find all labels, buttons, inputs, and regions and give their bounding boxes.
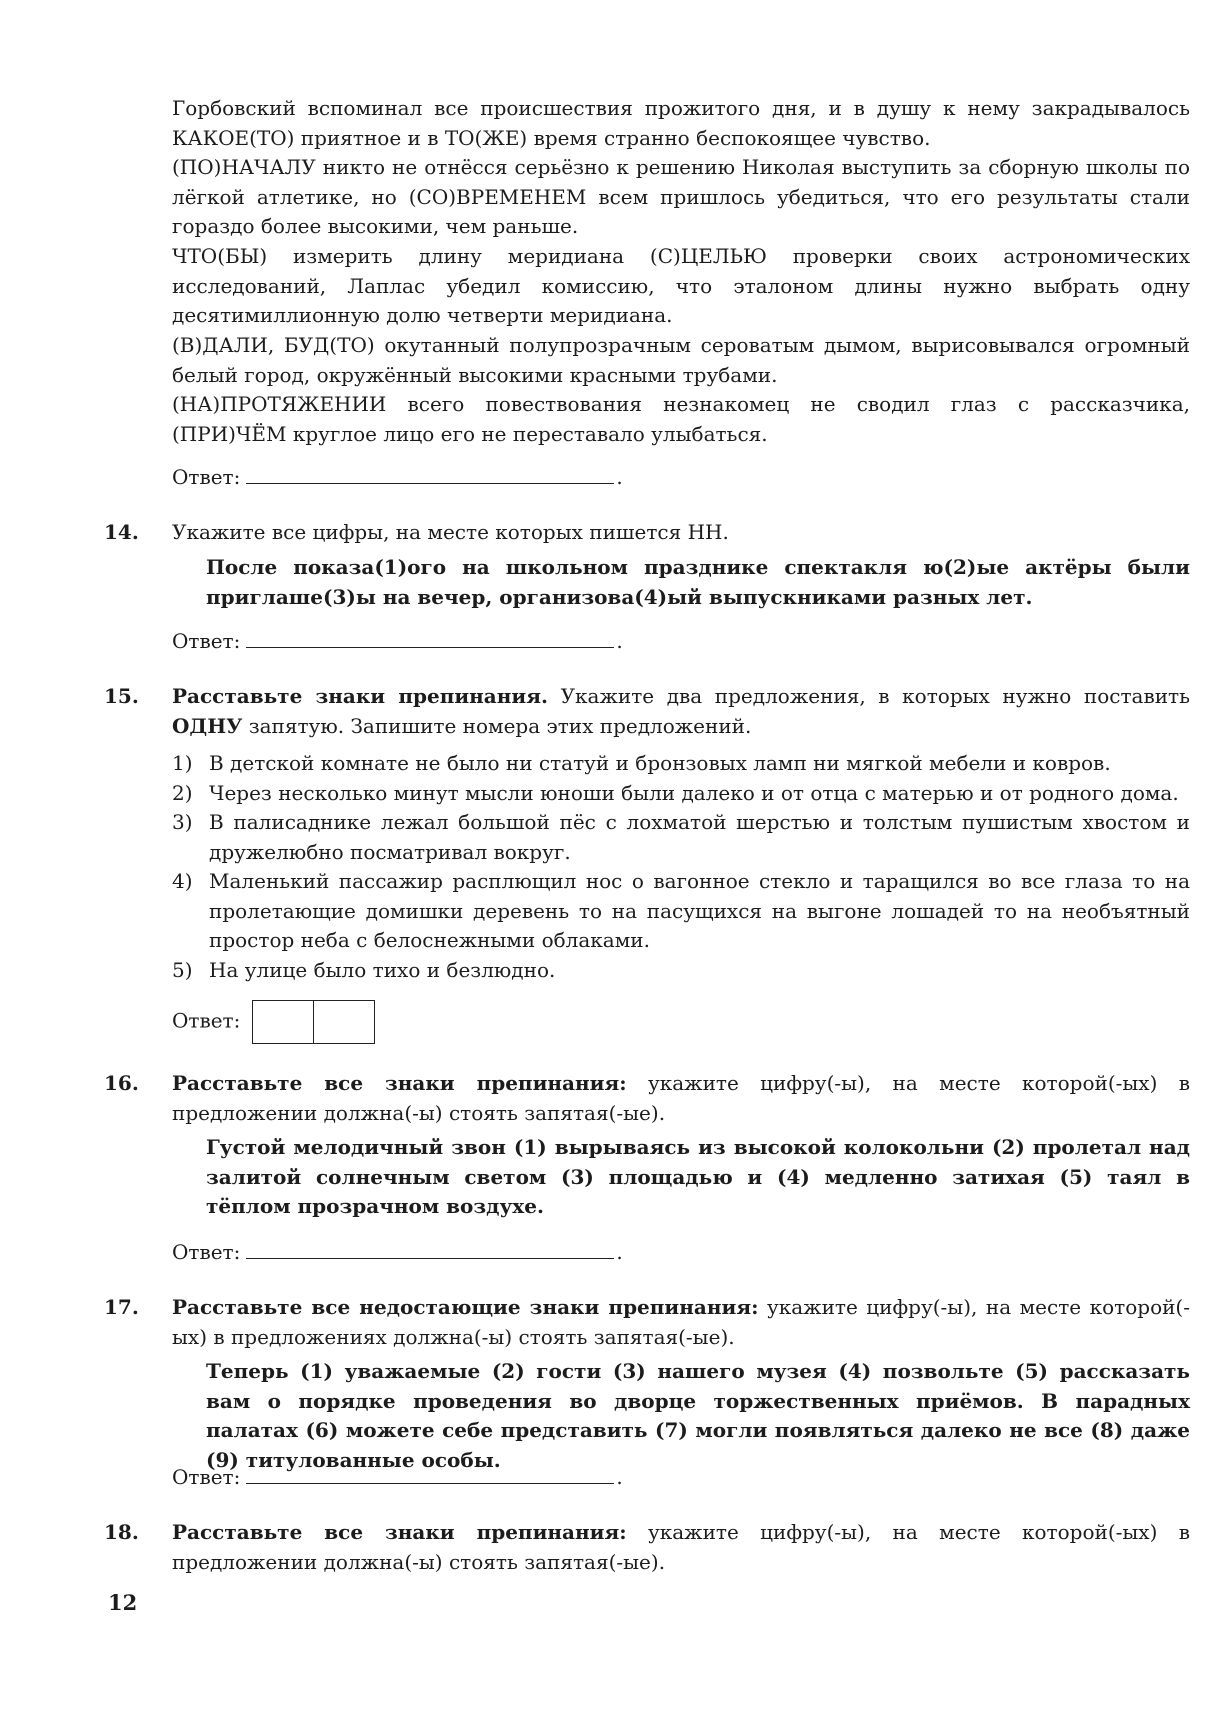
answer-line-13: Ответ: . [172,465,623,489]
answer-label: Ответ: [172,1240,241,1264]
options-list [172,749,1190,985]
answer-field[interactable] [246,627,614,648]
question-number: 16. [104,1071,139,1095]
answer-line-17: Ответ: . [172,1465,623,1489]
question-prompt: Расставьте все недостающие знаки препинания: укажите цифру(-ы), на месте которой(-ых) в предложениях должна(-ы) стоять запятая(-ые). [172,1295,1190,1349]
answer-field[interactable] [246,1238,614,1259]
list-item: 3) В палисаднике лежал большой пёс с лохматой шерстью и толстым пушистым хвостом и дружелюбно посматривал вокруг. [172,810,1190,864]
answer-cell[interactable] [314,1000,375,1044]
answer-line-14: Ответ: . [172,629,623,653]
question-number: 17. [104,1295,139,1319]
answer-label: Ответ: [172,1465,241,1489]
question-number: 18. [104,1520,139,1544]
task-sentence: Теперь (1) уважаемые (2) гости (3) нашего музея (4) позвольте (5) рассказать вам о порядке проведения во дворце торжественных приёмов. В парадных палатах (6) можете себе представить (7) могли появляться далеко не все (8) даже (9) титулованные особы. [206,1359,1190,1472]
answer-label: Ответ: [172,629,241,653]
answer-cell[interactable] [252,1000,314,1044]
sentence-5: (НА)ПРОТЯЖЕНИИ всего повествования незнакомец не сводил глаз с рассказчика, (ПРИ)ЧЁМ круглое лицо его не переставало улыбаться. [172,392,1190,446]
question-number: 14. [104,520,139,544]
list-item: 2) Через несколько минут мысли юноши были далеко и от отца с матерью и от родного дома. [172,780,1179,805]
task-sentence: После показа(1)ого на школьном празднике спектакля ю(2)ые актёры были приглаше(3)ы на вечер, организова(4)ый выпускниками разных лет. [206,555,1190,609]
question-number: 15. [104,684,139,708]
answer-field[interactable] [246,463,614,484]
sentence-1: Горбовский вспоминал все происшествия прожитого дня, и в душу к нему закрадывалось КАКОЕ(ТО) приятное и в ТО(ЖЕ) время странно беспокоящее чувство. [172,96,1190,150]
answer-field[interactable] [246,1463,614,1484]
answer-label: Ответ: [172,465,241,489]
sentence-2: (ПО)НАЧАЛУ никто не отнёсся серьёзно к решению Николая выступить за сборную школы по лёгкой атлетике, но (СО)ВРЕМЕНЕМ всем пришлось убедиться, что его результаты стали гораздо более высокими, чем раньше. [172,155,1190,238]
answer-line-16: Ответ: . [172,1240,623,1264]
page-number: 12 [108,1590,138,1615]
list-item: 1) В детской комнате не было ни статуй и бронзовых ламп ни мягкой мебели и ковров. [172,751,1111,775]
answer-line-15 [172,1000,375,1044]
question-prompt: Расставьте знаки препинания. Укажите два предложения, в которых нужно поставить ОДНУ запятую. Запишите номера этих предложений. [172,684,1190,738]
question-prompt: Укажите все цифры, на месте которых пишется НН. [172,520,729,544]
task-sentence: Густой мелодичный звон (1) вырываясь из высокой колокольни (2) пролетал над залитой солнечным светом (3) площадью и (4) медленно затихая (5) таял в тёплом прозрачном воздухе. [206,1135,1190,1218]
answer-cells[interactable] [252,1000,375,1044]
list-item: 4) Маленький пассажир расплющил нос о вагонное стекло и таращился во все глаза то на пролетающие домишки деревень то на пасущихся на выгоне лошадей то на необъятный простор неба с белоснежными облаками. [172,869,1190,952]
sentence-3: ЧТО(БЫ) измерить длину меридиана (С)ЦЕЛЬЮ проверки своих астрономических исследований, Лаплас убедил комиссию, что эталоном длины нужно выбрать одну десятимиллионную долю четверти меридиана. [172,244,1190,327]
question-prompt: Расставьте все знаки препинания: укажите цифру(-ы), на месте которой(-ых) в предложении должна(-ы) стоять запятая(-ые). [172,1071,1190,1125]
question-prompt: Расставьте все знаки препинания: укажите цифру(-ы), на месте которой(-ых) в предложении должна(-ы) стоять запятая(-ые). [172,1520,1190,1574]
answer-label: Ответ: [172,1008,241,1033]
list-item: 5) На улице было тихо и безлюдно. [172,957,556,982]
sentence-4: (В)ДАЛИ, БУД(ТО) окутанный полупрозрачным сероватым дымом, вырисовывался огромный белый город, окружённый высокими красными трубами. [172,333,1190,387]
